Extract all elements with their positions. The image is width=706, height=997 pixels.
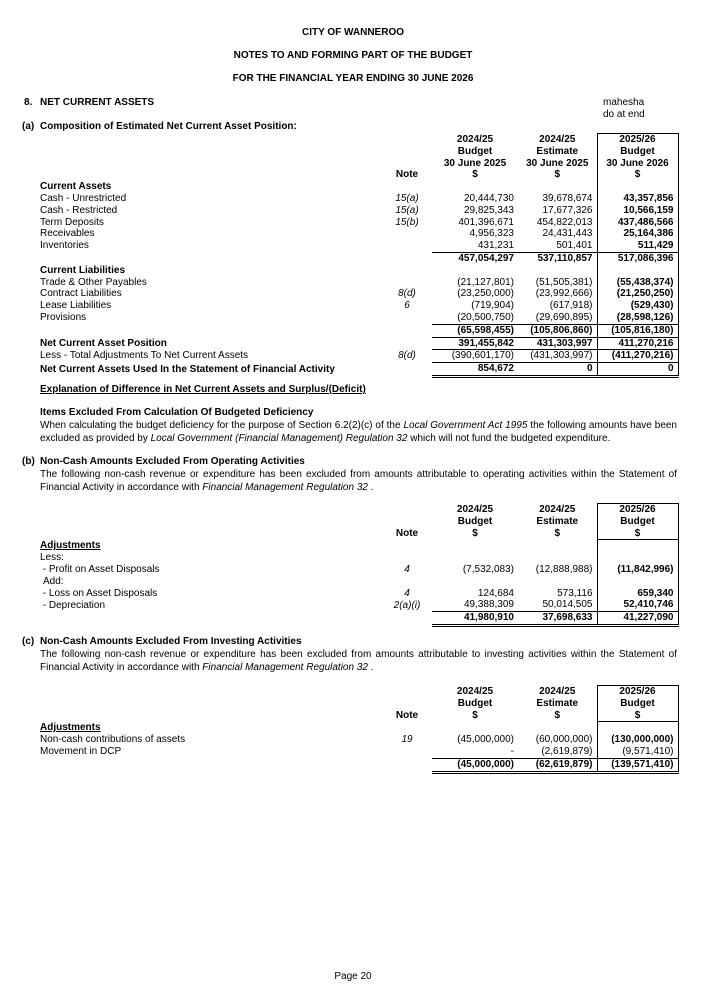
col2-h1: Estimate [536,145,579,157]
adjustments-heading: Adjustments [40,722,101,734]
annotation-line2: do at end [603,109,645,120]
table-row: Contract Liabilities 8(d) (23,250,000) (23,992,666) (21,250,250) [40,288,678,300]
col3-h3: $ [597,169,678,181]
col1-h0: 2024/25 [456,133,494,145]
total-row: 41,980,910 37,698,633 41,227,090 [40,612,678,626]
net-used-row: Net Current Assets Used In the Statement of Financial Activity 854,672 0 0 [40,363,678,377]
table-row: Non-cash contributions of assets 19 (45,000,000) (60,000,000) (130,000,000) [40,734,678,746]
section-number: 8. [24,97,33,108]
annotation-line1: mahesha [603,97,645,108]
col1-h3: $ [472,169,478,181]
note-header: Note [395,527,419,539]
part-b-paragraph: The following non-cash revenue or expenditure has been excluded from amounts attributable to operating activities within the Statement of Financial Activity in accordance with Financial Management Regulation 32 . [40,469,677,493]
part-a-label: (a) [22,121,35,132]
current-liabilities-heading: Current Liabilities [40,264,126,276]
less-adjustments-row: Less - Total Adjustments To Net Current Assets 8(d) (390,601,170) (431,303,997) (411,270,216) [40,350,678,363]
less-label: Less: [40,552,64,564]
part-b-label: (b) [22,456,35,467]
part-c-paragraph: The following non-cash revenue or expenditure has been excluded from amounts attributable to investing activities within the Statement of Financial Activity in accordance with Financial Management Regulation 32 . [40,649,677,673]
add-label: Add: [43,575,64,587]
total-row: (45,000,000) (62,619,879) (139,571,410) [40,758,678,772]
investing-adjustments-table: 2024/25 2024/25 2025/26 Budget Estimate Budget Note $ $ $ Adjustments Non-cash contributions of assets 19 (45,000,000) (60,000,000) (130,000,000) Movement in DCP - (2,619,879) (9,571,410) (45,000,000) (62,619,879) (139,571,410) [40,685,679,774]
col1-h2: 30 June 2025 [443,157,507,169]
table-row: Receivables 4,956,323 24,431,443 25,164,386 [40,228,678,240]
org-title: CITY OF WANNEROO [301,27,405,38]
col1-h1: Budget [457,145,493,157]
adjustments-heading: Adjustments [40,540,101,552]
col3-h2: 30 June 2026 [597,158,678,170]
table-row: Cash - Unrestricted 15(a) 20,444,730 39,678,674 43,357,856 [40,193,678,205]
explanation-paragraph: When calculating the budget deficiency for the purpose of Section 6.2(2)(c) of the Local Government Act 1995 the following amounts have been excluded as provided by Local Government (Financial Management) Regulation 32 which will not fund the budgeted expenditure. [40,420,677,444]
table-row: - Loss on Asset Disposals 4 124,684 573,116 659,340 [40,588,678,600]
page-number: Page 20 [334,971,372,982]
current-assets-total-row: 457,054,297 537,110,857 517,086,396 [40,252,678,264]
table-row: Movement in DCP - (2,619,879) (9,571,410) [40,746,678,758]
operating-adjustments-table: 2024/25 2024/25 2025/26 Budget Estimate Budget Note $ $ $ Adjustments Less: - Profit on Asset Disposals 4 (7,532,083) (12,888,988) (11,842,996) Add: - Loss on Asset Disposals 4 124,684 573,116 659,340 - Depreciation 2(a)(i) 49,388,309 50,014,505 52,410,746 41,980,910 37,698,633 41,227,090 [40,503,679,627]
col2-h2: 30 June 2025 [526,157,589,169]
table-row: Provisions (20,500,750) (29,690,895) (28,598,126) [40,312,678,324]
net-current-asset-position-row: Net Current Asset Position 391,455,842 431,303,997 411,270,216 [40,337,678,350]
note-header: Note [395,709,419,721]
explanation-heading: Explanation of Difference in Net Current Assets and Surplus/(Deficit) [40,384,366,395]
table-row: Cash - Restricted 15(a) 29,825,343 17,677,326 10,566,159 [40,205,678,217]
current-assets-heading: Current Assets [40,181,112,193]
col2-h0: 2024/25 [539,133,576,145]
table-row: Lease Liabilities 6 (719,904) (617,918) (529,430) [40,300,678,312]
col3-h1: Budget [597,146,678,158]
col2-h3: $ [554,169,561,181]
section-title: NET CURRENT ASSETS [40,97,155,108]
col3-h0: 2025/26 [597,134,678,146]
table-row: Term Deposits 15(b) 401,396,671 454,822,013 437,486,566 [40,217,678,229]
current-liabilities-total-row: (65,598,455) (105,806,860) (105,816,180) [40,324,678,337]
part-b-title: Non-Cash Amounts Excluded From Operating Activities [40,456,305,467]
explanation-subheading: Items Excluded From Calculation Of Budgeted Deficiency [40,407,314,418]
part-a-title: Composition of Estimated Net Current Asset Position: [40,121,297,132]
net-current-assets-table [40,133,679,378]
table-row: - Depreciation 2(a)(i) 49,388,309 50,014,505 52,410,746 [40,599,678,611]
notes-title: NOTES TO AND FORMING PART OF THE BUDGET [233,50,473,61]
table-row: Inventories 431,231 501,401 511,429 [40,240,678,252]
part-c-label: (c) [22,636,35,647]
table-row: Trade & Other Payables (21,127,801) (51,505,381) (55,438,374) [40,277,678,289]
note-header: Note [395,169,419,181]
part-c-title: Non-Cash Amounts Excluded From Investing Activities [40,636,302,647]
table-row: - Profit on Asset Disposals 4 (7,532,083) (12,888,988) (11,842,996) [40,564,678,576]
period-title: FOR THE FINANCIAL YEAR ENDING 30 JUNE 2026 [232,73,474,84]
